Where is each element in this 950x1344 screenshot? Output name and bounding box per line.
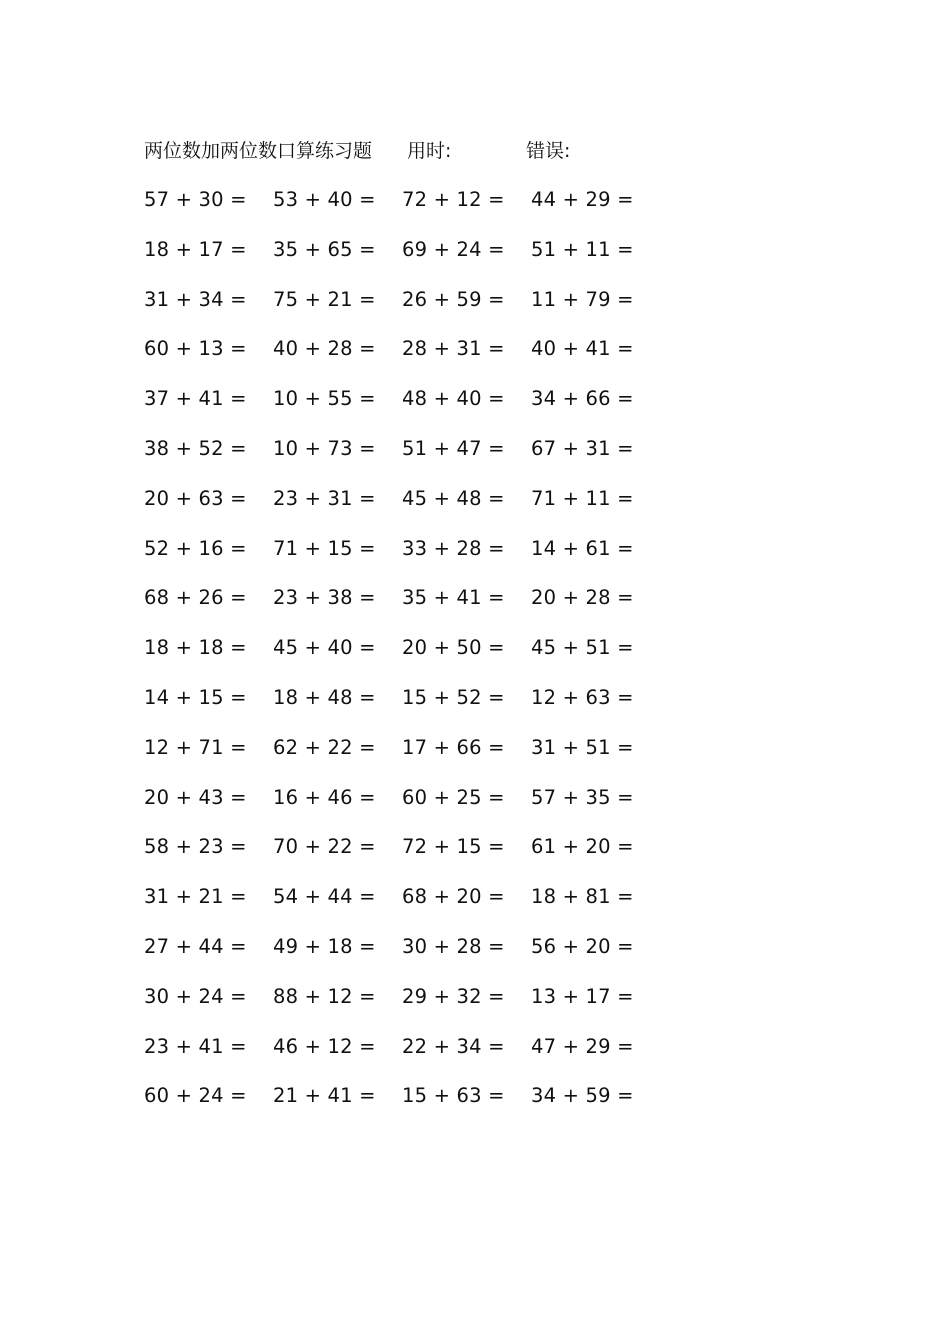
problem-item: 34 + 66 = bbox=[531, 387, 634, 411]
problem-item: 30 + 28 = bbox=[402, 934, 505, 958]
problem-item: 28 + 31 = bbox=[402, 337, 505, 361]
problem-grid bbox=[144, 185, 704, 1131]
problem-item: 10 + 73 = bbox=[273, 436, 376, 460]
problem-item: 49 + 18 = bbox=[273, 934, 376, 958]
problem-item: 53 + 40 = bbox=[273, 188, 376, 211]
problem-item: 26 + 59 = bbox=[402, 287, 505, 311]
problem-item: 22 + 34 = bbox=[402, 1034, 505, 1058]
problem-item: 72 + 15 = bbox=[402, 835, 505, 859]
problem-item: 57 + 35 = bbox=[531, 785, 634, 809]
problem-item: 30 + 24 = bbox=[144, 984, 247, 1008]
problem-item: 48 + 40 = bbox=[402, 387, 505, 411]
problem-item: 15 + 52 = bbox=[402, 685, 505, 709]
problem-item: 21 + 41 = bbox=[273, 1084, 376, 1108]
problem-item: 88 + 12 = bbox=[273, 984, 376, 1008]
problem-item: 40 + 41 = bbox=[531, 337, 634, 361]
problem-item: 27 + 44 = bbox=[144, 934, 247, 958]
worksheet-header bbox=[144, 136, 704, 166]
problem-item: 16 + 46 = bbox=[273, 785, 376, 809]
problem-item: 58 + 23 = bbox=[144, 835, 247, 859]
problem-item: 51 + 47 = bbox=[402, 436, 505, 460]
time-label: 用时: bbox=[407, 140, 452, 162]
problem-item: 18 + 81 = bbox=[531, 885, 634, 909]
problem-item: 17 + 66 = bbox=[402, 735, 505, 759]
problem-item: 35 + 41 = bbox=[402, 586, 505, 610]
problem-item: 35 + 65 = bbox=[273, 237, 376, 261]
problem-item: 45 + 40 = bbox=[273, 636, 376, 660]
problem-item: 11 + 79 = bbox=[531, 287, 634, 311]
problem-item: 29 + 32 = bbox=[402, 984, 505, 1008]
problem-item: 44 + 29 = bbox=[531, 188, 634, 211]
problem-item: 75 + 21 = bbox=[273, 287, 376, 311]
problem-item: 68 + 26 = bbox=[144, 586, 247, 610]
problem-item: 40 + 28 = bbox=[273, 337, 376, 361]
problem-item: 20 + 28 = bbox=[531, 586, 634, 610]
problem-item: 14 + 15 = bbox=[144, 685, 247, 709]
problem-item: 23 + 41 = bbox=[144, 1034, 247, 1058]
problem-item: 57 + 30 = bbox=[144, 188, 247, 211]
problem-item: 18 + 17 = bbox=[144, 237, 247, 261]
problem-item: 38 + 52 = bbox=[144, 436, 247, 460]
problem-item: 18 + 18 = bbox=[144, 636, 247, 660]
problem-item: 20 + 63 = bbox=[144, 486, 247, 510]
problem-item: 52 + 16 = bbox=[144, 536, 247, 560]
problem-item: 47 + 29 = bbox=[531, 1034, 634, 1058]
problem-item: 33 + 28 = bbox=[402, 536, 505, 560]
errors-label: 错误: bbox=[526, 140, 571, 162]
problem-item: 20 + 43 = bbox=[144, 785, 247, 809]
problem-item: 31 + 51 = bbox=[531, 735, 634, 759]
problem-item: 18 + 48 = bbox=[273, 685, 376, 709]
problem-item: 37 + 41 = bbox=[144, 387, 247, 411]
problem-item: 67 + 31 = bbox=[531, 436, 634, 460]
problem-item: 60 + 24 = bbox=[144, 1084, 247, 1108]
problem-item: 46 + 12 = bbox=[273, 1034, 376, 1058]
problem-item: 70 + 22 = bbox=[273, 835, 376, 859]
problem-item: 31 + 21 = bbox=[144, 885, 247, 909]
worksheet-title: 两位数加两位数口算练习题 bbox=[144, 140, 373, 162]
problem-item: 56 + 20 = bbox=[531, 934, 634, 958]
problem-item: 12 + 71 = bbox=[144, 735, 247, 759]
problem-item: 60 + 13 = bbox=[144, 337, 247, 361]
problem-item: 71 + 11 = bbox=[531, 486, 634, 510]
problem-item: 54 + 44 = bbox=[273, 885, 376, 909]
problem-item: 72 + 12 = bbox=[402, 188, 505, 211]
problem-item: 68 + 20 = bbox=[402, 885, 505, 909]
problem-item: 34 + 59 = bbox=[531, 1084, 634, 1108]
problem-item: 71 + 15 = bbox=[273, 536, 376, 560]
problem-item: 14 + 61 = bbox=[531, 536, 634, 560]
problem-item: 13 + 17 = bbox=[531, 984, 634, 1008]
problem-item: 45 + 48 = bbox=[402, 486, 505, 510]
problem-item: 10 + 55 = bbox=[273, 387, 376, 411]
problem-item: 15 + 63 = bbox=[402, 1084, 505, 1108]
problem-item: 61 + 20 = bbox=[531, 835, 634, 859]
problem-item: 12 + 63 = bbox=[531, 685, 634, 709]
problem-item: 45 + 51 = bbox=[531, 636, 634, 660]
problem-item: 20 + 50 = bbox=[402, 636, 505, 660]
problem-item: 51 + 11 = bbox=[531, 237, 634, 261]
problem-item: 31 + 34 = bbox=[144, 287, 247, 311]
problem-item: 62 + 22 = bbox=[273, 735, 376, 759]
problem-item: 60 + 25 = bbox=[402, 785, 505, 809]
problem-item: 23 + 31 = bbox=[273, 486, 376, 510]
problem-item: 23 + 38 = bbox=[273, 586, 376, 610]
problem-item: 69 + 24 = bbox=[402, 237, 505, 261]
